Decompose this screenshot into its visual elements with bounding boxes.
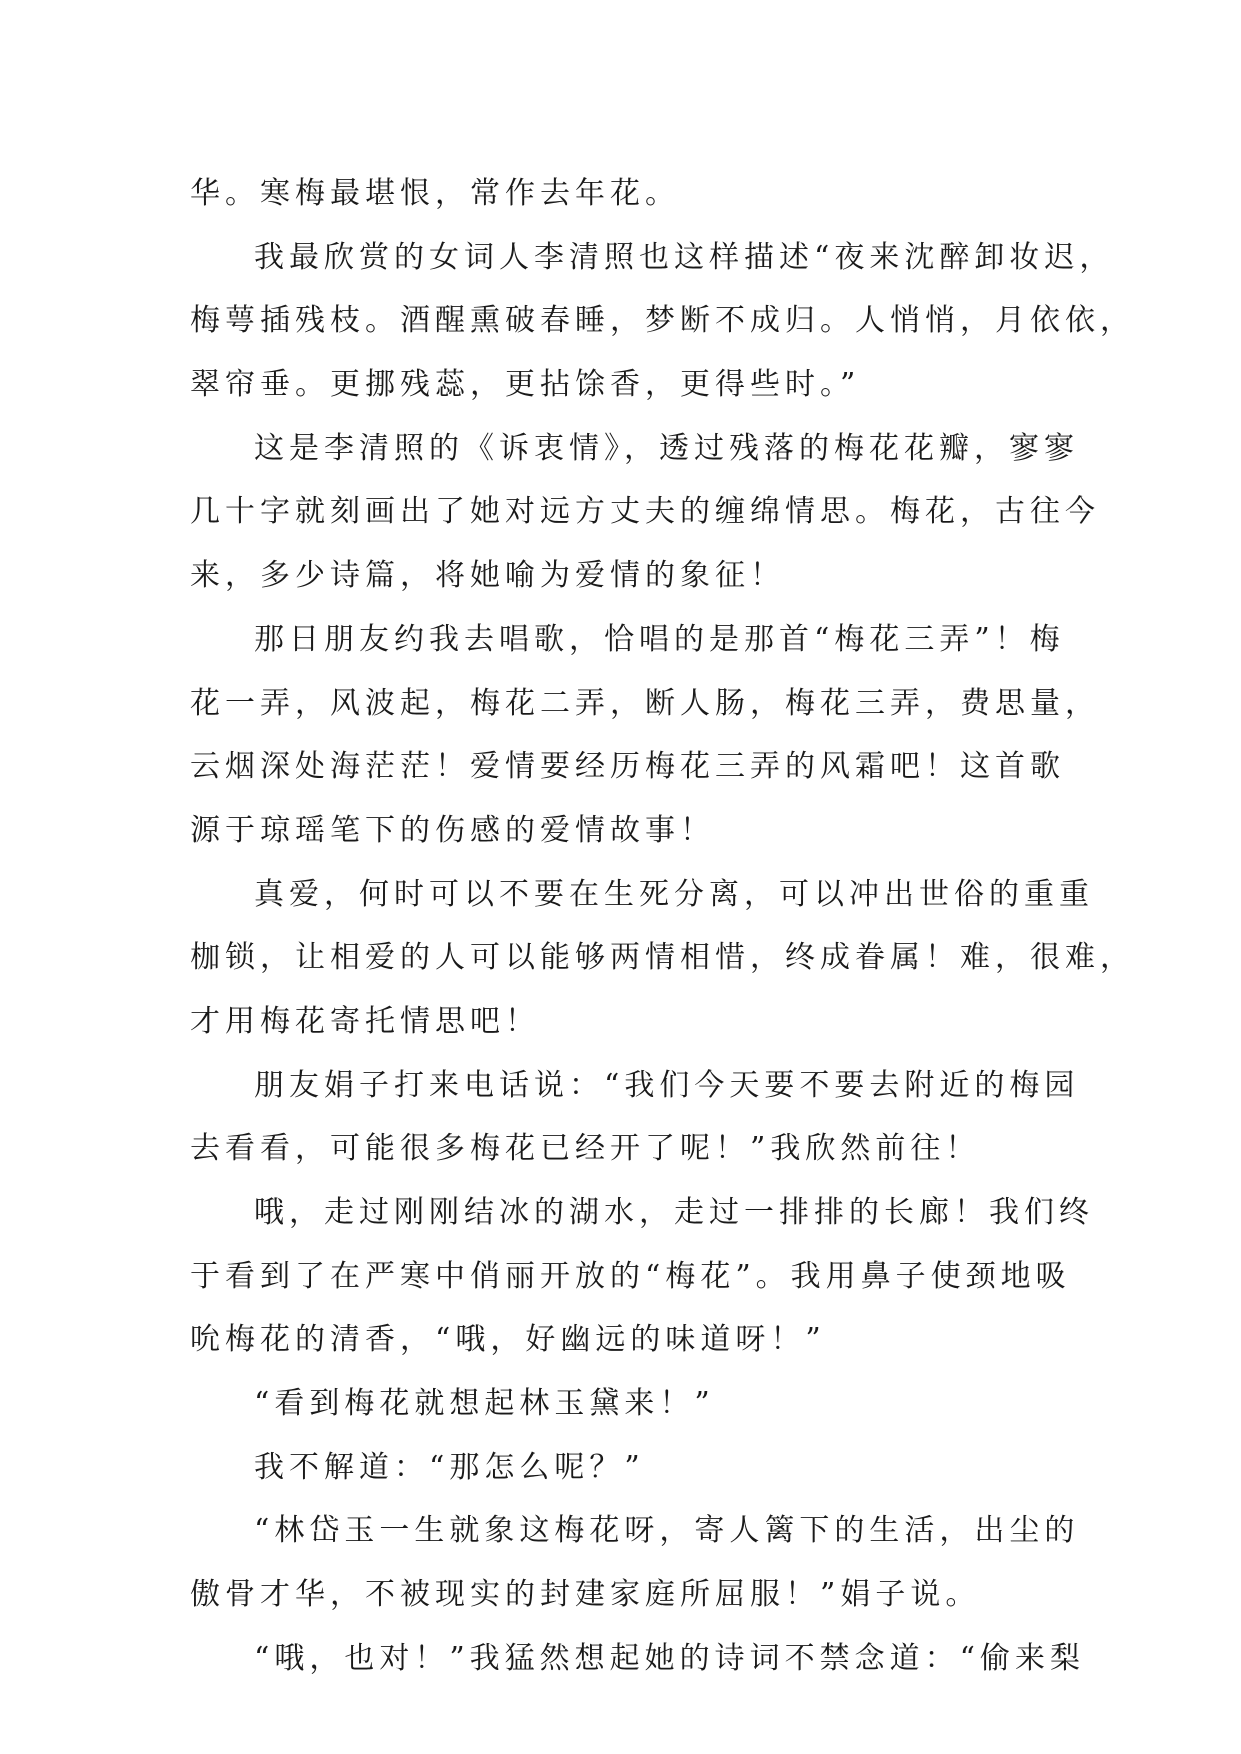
text-line: 傲骨才华，不被现实的封建家庭所屈服！”娟子说。 <box>190 1577 981 1613</box>
text-line: 云烟深处海茫茫！爱情要经历梅花三弄的风霜吧！这首歌 <box>190 749 1065 785</box>
text-line: 花一弄，风波起，梅花二弄，断人肠，梅花三弄，费思量， <box>190 685 1100 721</box>
text-line: 来，多少诗篇，将她喻为爱情的象征！ <box>190 558 785 594</box>
text-line: 那日朋友约我去唱歌，恰唱的是那首“梅花三弄”！梅 <box>254 621 1065 657</box>
text-line: “看到梅花就想起林玉黛来！” <box>254 1386 715 1422</box>
text-line: 哦，走过刚刚结冰的湖水，走过一排排的长廊！我们终 <box>254 1195 1094 1230</box>
text-line: “林岱玉一生就象这梅花呀，寄人篱下的生活，出尘的 <box>254 1513 1080 1549</box>
text-line: 去看看，可能很多梅花已经开了呢！”我欣然前往！ <box>190 1131 981 1167</box>
document-body <box>190 162 1135 1691</box>
text-line: 朋友娟子打来电话说：“我们今天要不要去附近的梅园 <box>254 1067 1080 1103</box>
text-line: 这是李清照的《诉衷情》，透过残落的梅花花瓣，寥寥 <box>254 430 1079 466</box>
text-line: 华。寒梅最堪恨，常作去年花。 <box>190 176 680 211</box>
text-line: 梅萼插残枝。酒醒熏破春睡，梦断不成归。人悄悄，月依依， <box>190 303 1135 339</box>
text-line: 真爱，何时可以不要在生死分离，可以冲出世俗的重重 <box>254 876 1094 912</box>
text-line: 我不解道：“那怎么呢？” <box>254 1449 645 1485</box>
text-line: “哦，也对！”我猛然想起她的诗词不禁念道：“偷来梨 <box>254 1640 1086 1676</box>
text-line: 几十字就刻画出了她对远方丈夫的缠绵情思。梅花，古往今 <box>190 494 1100 530</box>
text-line: 吮梅花的清香，“哦，好幽远的味道呀！” <box>190 1322 826 1358</box>
text-line: 源于琼瑶笔下的伤感的爱情故事！ <box>190 812 715 848</box>
text-line: 我最欣赏的女词人李清照也这样描述“夜来沈醉卸妆迟， <box>254 239 1115 275</box>
text-line: 才用梅花寄托情思吧！ <box>190 1003 540 1039</box>
text-line: 翠帘垂。更挪残蕊，更拈馀香，更得些时。” <box>190 367 861 403</box>
text-line: 于看到了在严寒中俏丽开放的“梅花”。我用鼻子使颈地吸 <box>190 1258 1071 1294</box>
text-line: 枷锁，让相爱的人可以能够两情相惜，终成眷属！难，很难， <box>190 940 1135 976</box>
